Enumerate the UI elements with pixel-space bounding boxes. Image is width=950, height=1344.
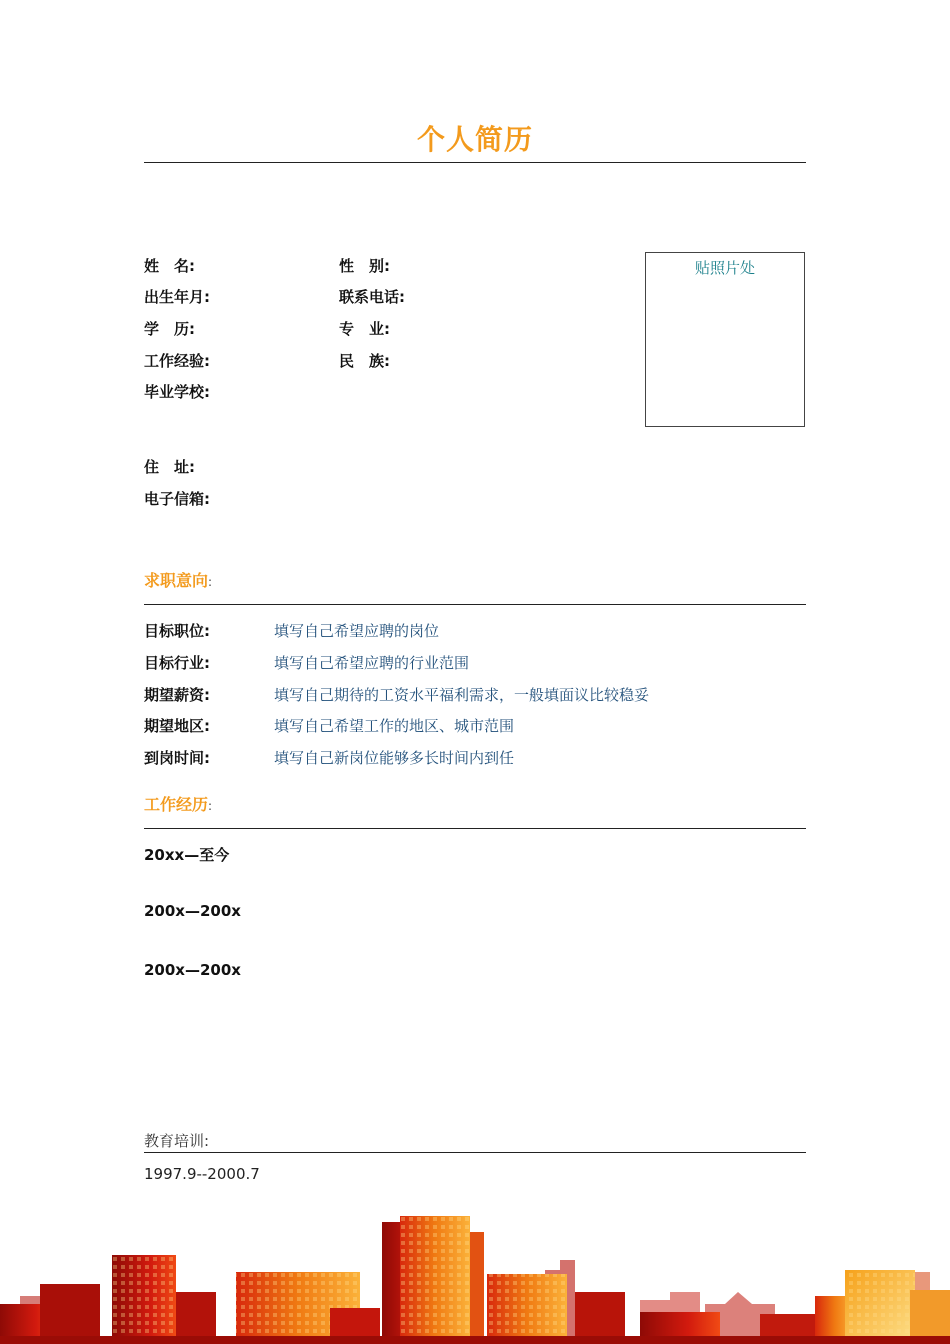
work-experience-label: 工作经验: [144,352,210,370]
page-title: 个人简历 [416,123,533,156]
education-period: 1997.9--2000.7 [144,1165,260,1183]
education-label: 学 历: [144,320,195,338]
photo-placeholder [645,252,805,427]
birth-label: 出生年月: [144,288,210,306]
phone-label: 联系电话: [339,288,405,306]
name-label: 姓 名: [144,257,195,275]
expected-region-value: 填写自己希望工作的地区、城市范围 [274,717,515,735]
target-industry-value: 填写自己希望应聘的行业范围 [274,654,470,672]
work-period: 200x—200x [144,902,241,920]
building-shape [40,1284,100,1344]
work-period: 20xx—至今 [144,846,230,864]
job-intent-heading [144,568,212,591]
expected-salary-value: 填写自己期待的工资水平福利需求，一般填面议比较稳妥 [274,686,650,704]
start-time-label: 到岗时间: [144,749,210,767]
ground-strip [0,1336,950,1344]
education-training-heading: 教育培训: [144,1132,210,1150]
work-period: 200x—200x [144,961,241,979]
work-history-divider [144,828,806,829]
start-time-value: 填写自己新岗位能够多长时间内到任 [274,749,515,767]
building-windows [487,1274,567,1344]
address-label: 住 址: [144,458,195,476]
expected-salary-label: 期望薪资: [144,686,210,704]
gender-label: 性 别: [339,257,390,275]
building-shape [470,1232,484,1344]
city-skyline-illustration [0,1200,950,1344]
expected-region-label: 期望地区: [144,717,210,735]
work-history-heading-text: 工作经历 [144,795,209,814]
title-divider [144,162,806,163]
photo-label: 贴照片处 [694,259,755,277]
target-position-value: 填写自己希望应聘的岗位 [274,622,440,640]
work-history-heading-colon: : [208,799,213,813]
building-shape [910,1290,950,1344]
job-intent-heading-text: 求职意向 [144,571,209,590]
major-label: 专 业: [339,320,390,338]
email-label: 电子信箱: [144,490,210,508]
job-intent-divider [144,604,806,605]
target-position-label: 目标职位: [144,622,210,640]
building-windows [845,1270,915,1344]
ethnicity-label: 民 族: [339,352,390,370]
education-divider [144,1152,806,1153]
building-windows [400,1216,470,1344]
building-windows [112,1255,176,1344]
target-industry-label: 目标行业: [144,654,210,672]
school-label: 毕业学校: [144,383,210,401]
job-intent-heading-colon: : [208,575,213,589]
work-history-heading [144,792,212,815]
